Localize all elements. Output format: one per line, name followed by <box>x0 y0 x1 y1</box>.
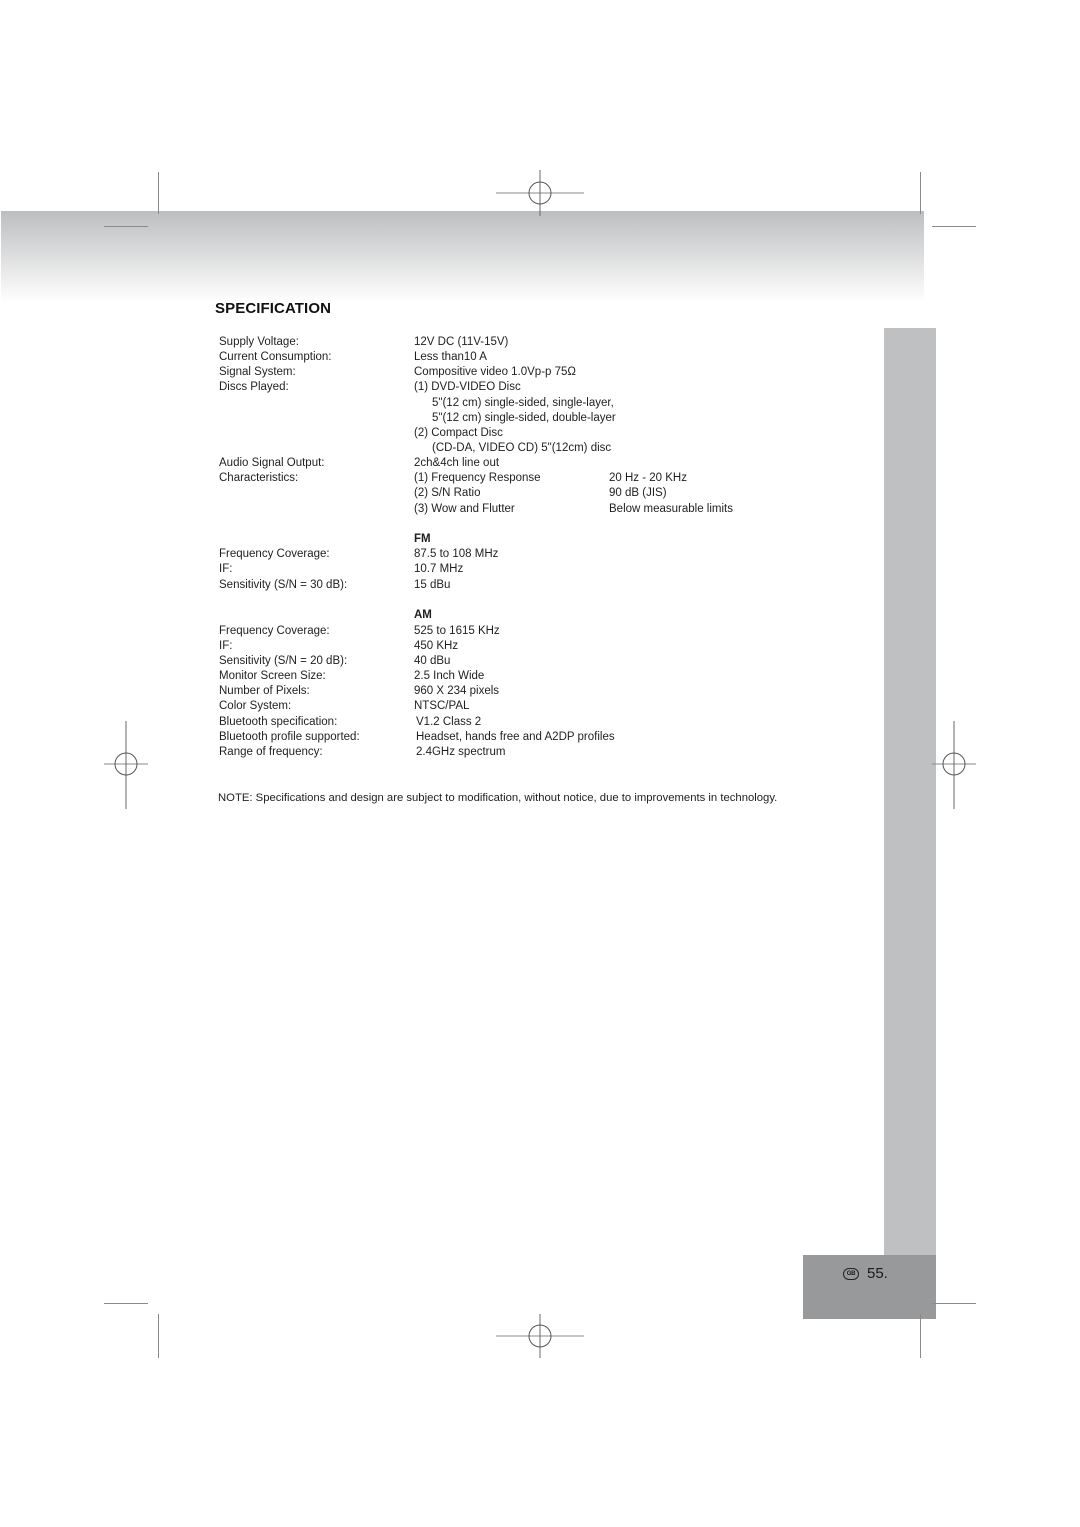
fm-label-frequency-coverage: Frequency Coverage: <box>219 548 330 560</box>
registration-mark-icon <box>496 1314 584 1358</box>
crop-mark <box>920 1314 921 1358</box>
crop-mark <box>932 226 976 227</box>
characteristic-name: (3) Wow and Flutter <box>414 503 515 515</box>
am-label-if: IF: <box>219 640 233 652</box>
spec-value-audio-signal-output: 2ch&4ch line out <box>414 457 500 469</box>
crop-mark <box>932 1303 976 1304</box>
fm-value-if: 10.7 MHz <box>414 563 464 575</box>
am-label-frequency-coverage: Frequency Coverage: <box>219 625 330 637</box>
spec-label-characteristics: Characteristics: <box>219 472 299 484</box>
registration-mark-icon <box>932 721 976 809</box>
spec-label-color-system: Color System: <box>219 700 292 712</box>
spec-value-bluetooth-profile: Headset, hands free and A2DP profiles <box>416 731 615 743</box>
disclaimer-note: NOTE: Specifications and design are subject to modification, without notice, due to improvements in technology. <box>218 792 778 804</box>
spec-label-range-of-frequency: Range of frequency: <box>219 746 323 758</box>
am-value-frequency-coverage: 525 to 1615 KHz <box>414 625 500 637</box>
fm-heading: FM <box>414 533 431 545</box>
gb-language-icon: GB <box>843 1268 859 1280</box>
registration-mark-icon <box>104 721 148 809</box>
spec-value-discs-line: (1) DVD-VIDEO Disc <box>414 381 521 393</box>
spec-value-discs-line: 5"(12 cm) single-sided, single-layer, <box>432 397 614 409</box>
side-tab-bar <box>884 328 936 1256</box>
spec-label-supply-voltage: Supply Voltage: <box>219 336 299 348</box>
fm-label-sensitivity: Sensitivity (S/N = 30 dB): <box>219 579 348 591</box>
spec-label-bluetooth-profile: Bluetooth profile supported: <box>219 731 360 743</box>
spec-label-bluetooth-specification: Bluetooth specification: <box>219 716 338 728</box>
page-footer <box>843 1265 888 1282</box>
am-label-sensitivity: Sensitivity (S/N = 20 dB): <box>219 655 348 667</box>
spec-value-signal-system: Compositive video 1.0Vp-p 75Ω <box>414 366 577 378</box>
crop-mark <box>920 172 921 214</box>
characteristic-value: 20 Hz - 20 KHz <box>609 472 687 484</box>
crop-mark <box>158 172 159 214</box>
registration-mark-icon <box>496 170 584 216</box>
spec-value-color-system: NTSC/PAL <box>414 700 470 712</box>
spec-value-bluetooth-specification: V1.2 Class 2 <box>416 716 482 728</box>
spec-label-monitor-screen-size: Monitor Screen Size: <box>219 670 326 682</box>
header-gradient-band <box>1 211 924 303</box>
spec-label-signal-system: Signal System: <box>219 366 296 378</box>
fm-label-if: IF: <box>219 563 233 575</box>
page-number: 55. <box>867 1265 888 1282</box>
spec-value-discs-line: (CD-DA, VIDEO CD) 5"(12cm) disc <box>432 442 612 454</box>
spec-value-monitor-screen-size: 2.5 Inch Wide <box>414 670 485 682</box>
fm-value-sensitivity: 15 dBu <box>414 579 451 591</box>
characteristic-name: (2) S/N Ratio <box>414 487 481 499</box>
am-value-if: 450 KHz <box>414 640 459 652</box>
characteristic-value: Below measurable limits <box>609 503 733 515</box>
spec-label-current-consumption: Current Consumption: <box>219 351 332 363</box>
spec-value-supply-voltage: 12V DC (11V-15V) <box>414 336 509 348</box>
spec-value-current-consumption: Less than10 A <box>414 351 487 363</box>
am-value-sensitivity: 40 dBu <box>414 655 451 667</box>
spec-label-audio-signal-output: Audio Signal Output: <box>219 457 325 469</box>
page-title: SPECIFICATION <box>215 300 332 317</box>
fm-value-frequency-coverage: 87.5 to 108 MHz <box>414 548 499 560</box>
crop-mark <box>104 1303 148 1304</box>
spec-label-discs-played: Discs Played: <box>219 381 289 393</box>
spec-value-discs-line: 5"(12 cm) single-sided, double-layer <box>432 412 616 424</box>
characteristic-name: (1) Frequency Response <box>414 472 541 484</box>
spec-label-number-of-pixels: Number of Pixels: <box>219 685 310 697</box>
crop-mark <box>104 226 148 227</box>
crop-mark <box>158 1314 159 1358</box>
characteristic-value: 90 dB (JIS) <box>609 487 667 499</box>
spec-value-number-of-pixels: 960 X 234 pixels <box>414 685 500 697</box>
am-heading: AM <box>414 609 432 621</box>
spec-value-range-of-frequency: 2.4GHz spectrum <box>416 746 506 758</box>
spec-value-discs-line: (2) Compact Disc <box>414 427 503 439</box>
